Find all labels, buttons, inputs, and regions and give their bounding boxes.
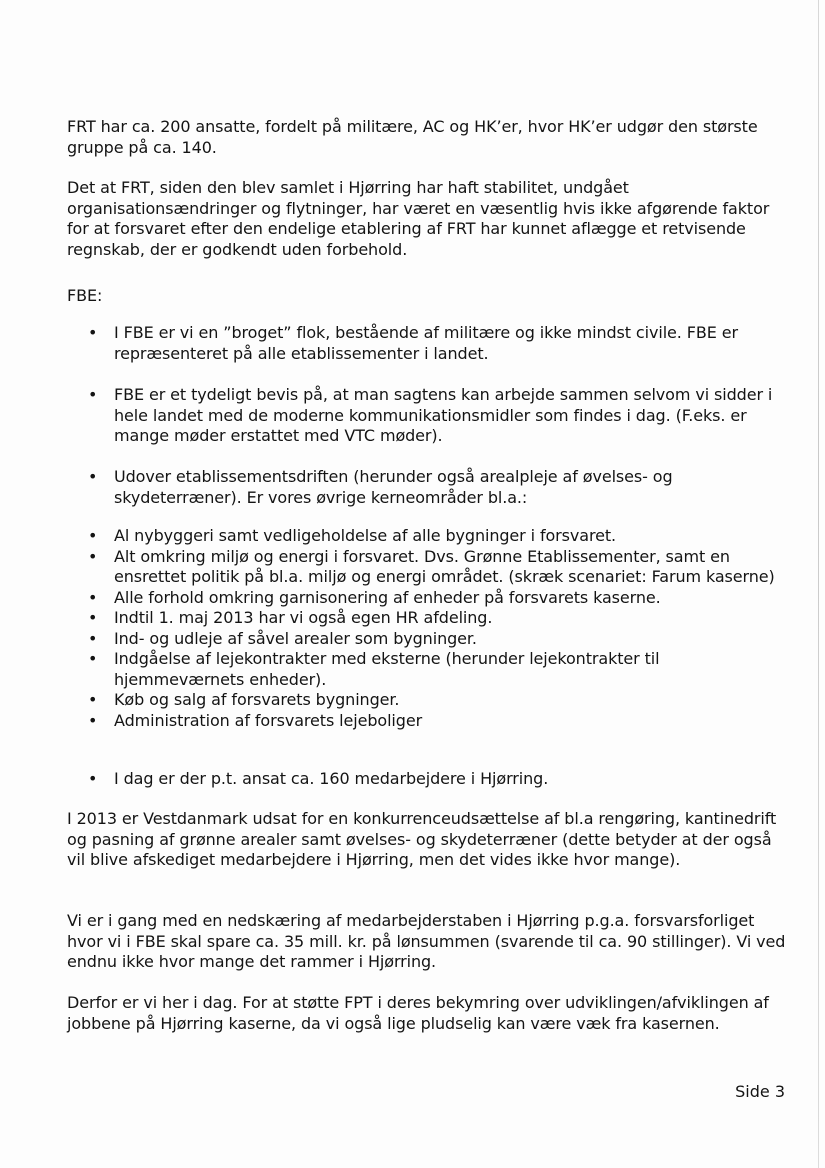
list-item: • Administration af forsvarets lejeboliger (88, 711, 788, 732)
heading-text: FBE: (67, 286, 103, 305)
fbe-bullet-list (88, 385, 788, 447)
fbe-bullet-list (88, 323, 788, 364)
bullet-item: • I dag er der p.t. ansat ca. 160 medarbejdere i Hjørring. (88, 769, 788, 790)
list-item: • Al nybyggeri samt vedligeholdelse af alle bygninger i forsvaret. (88, 526, 788, 547)
list-item: • Alt omkring miljø og energi i forsvaret. Dvs. Grønne Etablissementer, samt en ensrettet politik på bl.a. miljø og energi området. (skræk scenariet: Farum kaserne) (88, 547, 788, 588)
paragraph-text: Derfor er vi her i dag. For at støtte FPT i deres bekymring over udviklingen/afviklingen af jobbene på Hjørring kaserne, da vi også lige pludselig kan være væk fra kasernen. (67, 993, 769, 1033)
list-item: • Indtil 1. maj 2013 har vi også egen HR afdeling. (88, 608, 788, 629)
paragraph-frt-stability (67, 178, 792, 260)
list-item: • Indgåelse af lejekontrakter med eksterne (herunder lejekontrakter til hjemmeværnets enheder). (88, 649, 788, 690)
fbe-heading (67, 286, 792, 307)
paragraph-text: I 2013 er Vestdanmark udsat for en konkurrenceudsættelse af bl.a rengøring, kantinedrift og pasning af grønne arealer samt øvelses- og skydeterræner (dette betyder at der også vil blive afskediget medarbejdere i Hjørring, men det vides ikke hvor mange). (67, 809, 777, 869)
paragraph-tender (67, 809, 792, 871)
paragraph-cuts (67, 911, 792, 973)
bullet-item: • FBE er et tydeligt bevis på, at man sagtens kan arbejde sammen selvom vi sidder i hele landet med de moderne kommunikationsmidler som findes i dag. (F.eks. er mange møder erstattet med VTC møder). (88, 385, 788, 447)
bullet-item: • I FBE er vi en ”broget” flok, bestående af militære og ikke mindst civile. FBE er repræsenteret på alle etablissementer i landet. (88, 323, 788, 364)
paragraph-frt-staff (67, 117, 792, 158)
list-item: • Køb og salg af forsvarets bygninger. (88, 690, 788, 711)
list-item: • Ind- og udleje af såvel arealer som bygninger. (88, 629, 788, 650)
paragraph-closing (67, 993, 792, 1034)
paragraph-text: Vi er i gang med en nedskæring af medarbejderstaben i Hjørring p.g.a. forsvarsforliget hvor vi i FBE skal spare ca. 35 mill. kr. på lønsummen (svarende til ca. 90 stillinger). Vi ved endnu ikke hvor mange det rammer i Hjørring. (67, 911, 786, 971)
staff-bullet-list (88, 769, 788, 790)
page-number: Side 3 (735, 1082, 785, 1101)
core-areas-list (88, 526, 788, 731)
paragraph-text: Det at FRT, siden den blev samlet i Hjørring har haft stabilitet, undgået organisationsændringer og flytninger, har været en væsentlig hvis ikke afgørende faktor for at forsvaret efter den endelige etablering af FRT har kunnet aflægge et retvisende regnskab, der er godkendt uden forbehold. (67, 178, 770, 259)
list-item: • Alle forhold omkring garnisonering af enheder på forsvarets kaserne. (88, 588, 788, 609)
paragraph-text: FRT har ca. 200 ansatte, fordelt på militære, AC og HK’er, hvor HK’er udgør den største gruppe på ca. 140. (67, 117, 758, 157)
fbe-bullet-list (88, 467, 788, 508)
scan-edge-line (818, 0, 819, 1168)
bullet-item: • Udover etablissementsdriften (herunder også arealpleje af øvelses- og skydeterræner). Er vores øvrige kerneområder bl.a.: (88, 467, 788, 508)
